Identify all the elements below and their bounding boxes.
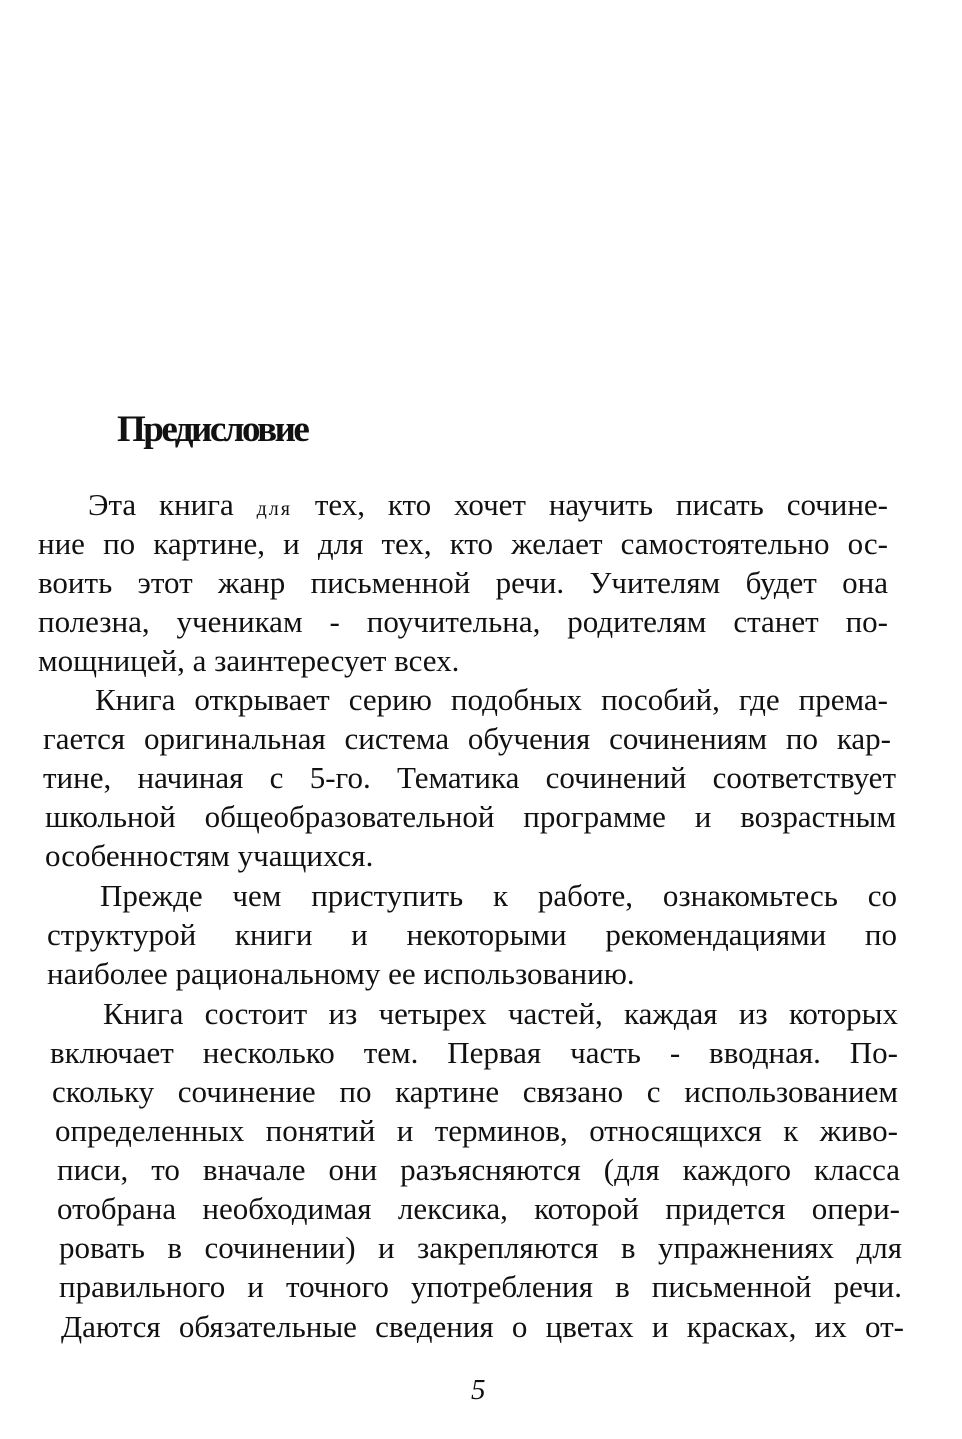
text-line: Даются обязательные сведения о цветах и красках, их от-	[61, 1309, 904, 1344]
text-line: определенных понятий и терминов, относящихся к живо-	[55, 1113, 898, 1148]
text-line	[88, 486, 888, 524]
text-line: скольку сочинение по картине связано с использованием	[52, 1074, 898, 1109]
text-line: тине, начиная с 5-го. Тематика сочинений соответствует	[43, 760, 896, 795]
text-fragment: Эта книга	[88, 487, 234, 522]
text-line: ровать в сочинении) и закрепляются в упражнениях для	[59, 1230, 902, 1265]
text-line: отобрана необходимая лексика, которой придется опери-	[57, 1191, 900, 1226]
text-line: правильного и точного употребления в письменной речи.	[59, 1269, 902, 1304]
text-line: школьной общеобразовательной программе и возрастным	[45, 799, 896, 834]
text-line: Прежде чем приступить к работе, ознакомьтесь со	[100, 878, 897, 913]
text-line: наиболее рациональному ее использованию.	[47, 956, 635, 991]
text-line: мощницей, а заинтересует всех.	[38, 643, 460, 678]
text-line: Книга состоит из четырех частей, каждая из которых	[103, 996, 898, 1031]
text-line: воить этот жанр письменной речи. Учителям будет она	[38, 565, 888, 600]
text-line: писи, то вначале они разъясняются (для каждого класса	[57, 1152, 900, 1187]
page-title: Предисловие	[117, 409, 308, 450]
page-number: 5	[471, 1374, 486, 1406]
text-fragment: тех, кто хочет научить писать сочине-	[314, 487, 888, 522]
text-line: гается оригинальная система обучения сочинениям по кар-	[43, 721, 891, 756]
text-line: включает несколько тем. Первая часть - вводная. По-	[50, 1035, 898, 1070]
text-line: особенностям учащихся.	[45, 838, 374, 873]
text-fragment-small: для	[256, 498, 292, 520]
text-line: Книга открывает серию подобных пособий, где према-	[95, 682, 888, 717]
text-line: ние по картине, и для тех, кто желает самостоятельно ос-	[38, 526, 888, 561]
text-line: структурой книги и некоторыми рекомендациями по	[47, 917, 897, 952]
text-line: полезна, ученикам - поучительна, родителям станет по-	[38, 604, 888, 639]
